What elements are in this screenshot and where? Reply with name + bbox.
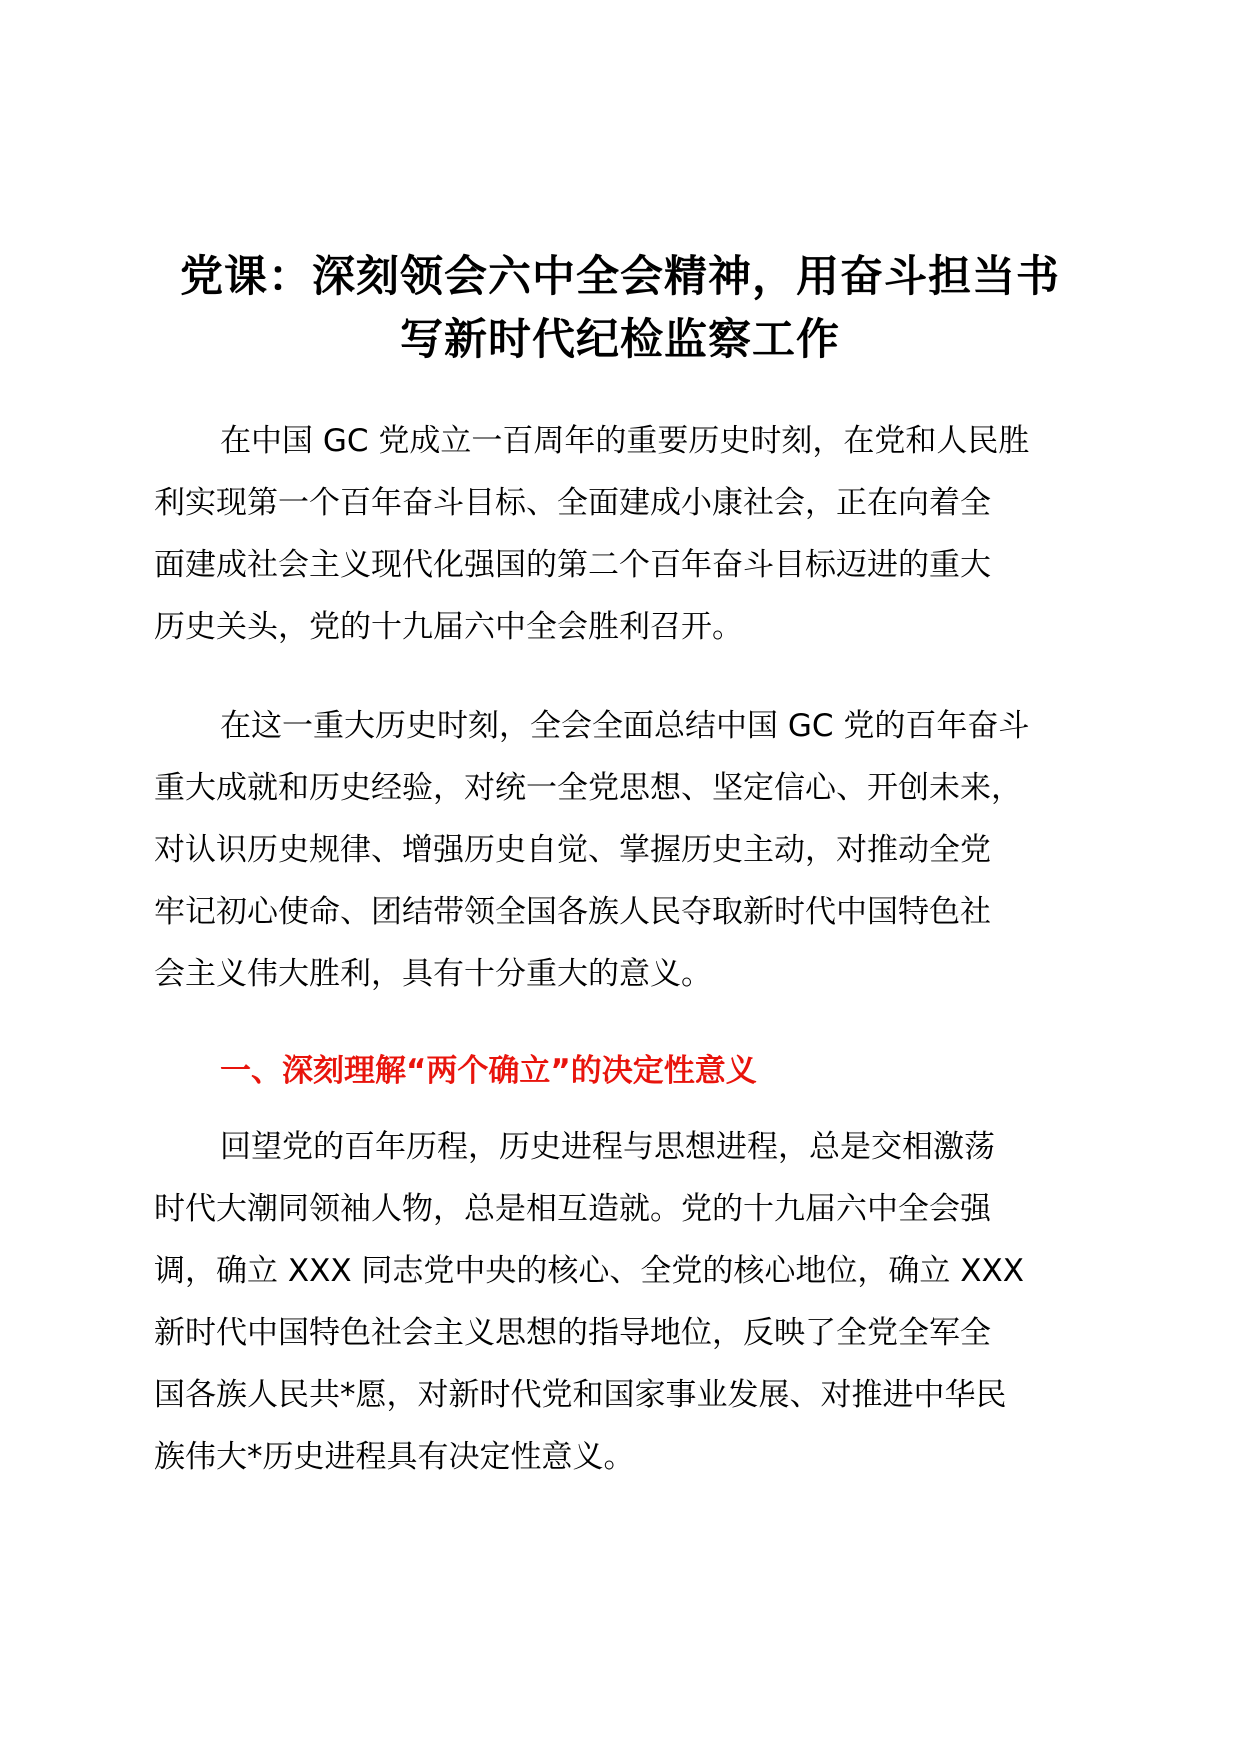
title-line: 写新时代纪检监察工作 [400, 315, 840, 365]
paragraph-line: 对认识历史规律、增强历史自觉、掌握历史主动，对推动全党 [154, 832, 991, 868]
paragraph-intro [154, 410, 1088, 658]
document-title [150, 246, 1090, 372]
paragraph-line: 会主义伟大胜利，具有十分重大的意义。 [154, 956, 712, 992]
paragraph-line: 调，确立 XXX 同志党中央的核心、全党的核心地位，确立 XXX [154, 1253, 1024, 1289]
paragraph-line: 重大成就和历史经验，对统一全党思想、坚定信心、开创未来， [154, 770, 1022, 806]
paragraph-line: 在中国 GC 党成立一百周年的重要历史时刻，在党和人民胜 [220, 423, 1030, 459]
paragraph-line: 回望党的百年历程，历史进程与思想进程，总是交相激荡 [220, 1129, 995, 1165]
paragraph-two-establishments [154, 1116, 1088, 1488]
paragraph-line: 历史关头，党的十九届六中全会胜利召开。 [154, 609, 743, 645]
paragraph-line: 国各族人民共*愿，对新时代党和国家事业发展、对推进中华民 [154, 1377, 1007, 1413]
paragraph-significance [154, 695, 1088, 1005]
paragraph-line: 面建成社会主义现代化强国的第二个百年奋斗目标迈进的重大 [154, 547, 991, 583]
title-line: 党课：深刻领会六中全会精神，用奋斗担当书 [180, 252, 1060, 302]
paragraph-line: 新时代中国特色社会主义思想的指导地位，反映了全党全军全 [154, 1315, 991, 1351]
paragraph-line: 在这一重大历史时刻，全会全面总结中国 GC 党的百年奋斗 [220, 708, 1030, 744]
paragraph-line: 牢记初心使命、团结带领全国各族人民夺取新时代中国特色社 [154, 894, 991, 930]
section-heading: 一、深刻理解“两个确立”的决定性意义 [220, 1053, 757, 1089]
paragraph-line: 时代大潮同领袖人物，总是相互造就。党的十九届六中全会强 [154, 1191, 991, 1227]
paragraph-line: 利实现第一个百年奋斗目标、全面建成小康社会，正在向着全 [154, 485, 991, 521]
paragraph-line: 族伟大*历史进程具有决定性意义。 [154, 1439, 635, 1475]
